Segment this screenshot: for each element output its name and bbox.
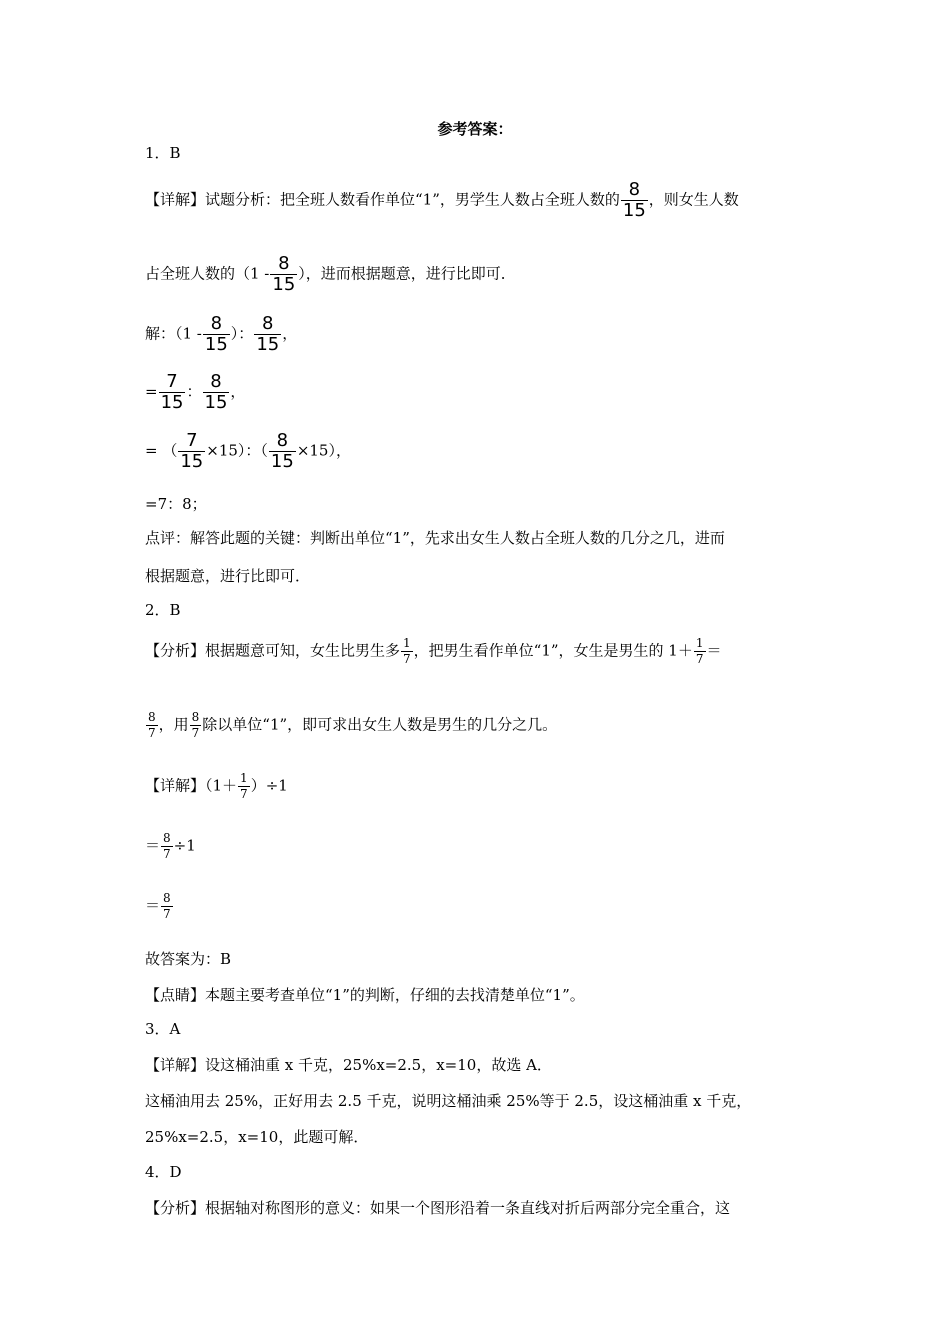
fraction: $\frac{8}{15}$ <box>204 313 228 355</box>
fraction: $\frac{8}{15}$ <box>272 253 296 295</box>
fraction: $\frac{7}{15}$ <box>180 430 204 472</box>
fraction: $\frac{8}{15}$ <box>270 430 294 472</box>
q1-detail-line2: 占全班人数的（1 - $\frac{8}{15}$ ），进而根据题意，进行比即可． <box>145 253 516 295</box>
q1-detail-line1: 【详解】试题分析：把全班人数看作单位“1”，男学生人数占全班人数的 $\frac{8}{15}$ ，则女生人数 <box>145 179 739 221</box>
q2-number: 2．B <box>145 601 181 619</box>
fraction: $\frac{8}{15}$ <box>256 313 280 355</box>
q3-detail: 【详解】设这桶油重 x 千克，25%x=2.5，x=10，故选 A． <box>145 1056 552 1074</box>
q1-step2: = （ $\frac{7}{15}$ ×15）：（ $\frac{8}{15}$ ×15）， <box>145 430 351 472</box>
q4-analysis: 【分析】根据轴对称图形的意义：如果一个图形沿着一条直线对折后两部分完全重合，这 <box>145 1199 731 1217</box>
q3-number: 3．A <box>145 1020 181 1038</box>
q1-comment-line1: 点评：解答此题的关键：判断出单位“1”，先求出女生人数占全班人数的几分之几，进而 <box>145 529 725 547</box>
q2-answer: 故答案为：B <box>145 950 232 968</box>
q1-solution: 解：（1 - $\frac{8}{15}$ ）： $\frac{8}{15}$ ， <box>145 313 298 355</box>
q1-step1: = $\frac{7}{15}$ ： $\frac{8}{15}$ ， <box>145 371 246 413</box>
fraction: $\frac{1}{7}$ <box>240 771 248 801</box>
fraction: $\frac{8}{7}$ <box>191 710 200 740</box>
q1-comment-line2: 根据题意，进行比即可． <box>145 567 311 585</box>
fraction: $\frac{8}{15}$ <box>204 371 228 413</box>
q1-step3: =7：8； <box>145 495 207 513</box>
q1-number: 1．B <box>145 144 181 162</box>
q2-equation1: ＝ $\frac{8}{7}$ ÷1 <box>145 831 196 861</box>
q4-number: 4．D <box>145 1163 182 1181</box>
q2-analysis-line2: $\frac{8}{7}$ ，用 $\frac{8}{7}$ 除以单位“1”，即可求出女生人数是男生的几分之几。 <box>148 710 558 740</box>
fraction: $\frac{8}{7}$ <box>148 710 156 740</box>
fraction: $\frac{8}{7}$ <box>163 831 171 861</box>
fraction: $\frac{8}{7}$ <box>163 891 171 921</box>
fraction: $\frac{1}{7}$ <box>403 636 411 666</box>
q2-detail: 【详解】（1＋ $\frac{1}{7}$ ）÷1 <box>145 771 288 801</box>
q2-equation2: ＝ $\frac{8}{7}$ <box>145 891 171 921</box>
fraction: $\frac{1}{7}$ <box>695 636 704 666</box>
q2-analysis-line1: 【分析】根据题意可知，女生比男生多 $\frac{1}{7}$ ，把男生看作单位“1”，女生是男生的 1＋ $\frac{1}{7}$ ＝ <box>145 636 722 666</box>
page-title: 参考答案： <box>437 120 513 138</box>
fraction: $\frac{7}{15}$ <box>160 371 184 413</box>
q3-line2: 这桶油用去 25%，正好用去 2.5 千克，说明这桶油乘 25%等于 2.5，设这桶油重 x 千克， <box>145 1092 752 1110</box>
fraction: $\frac{8}{15}$ <box>622 179 646 221</box>
q2-point: 【点睛】本题主要考查单位“1”的判断，仔细的去找清楚单位“1”。 <box>145 986 585 1004</box>
q3-line3: 25%x=2.5，x=10，此题可解． <box>145 1128 369 1146</box>
